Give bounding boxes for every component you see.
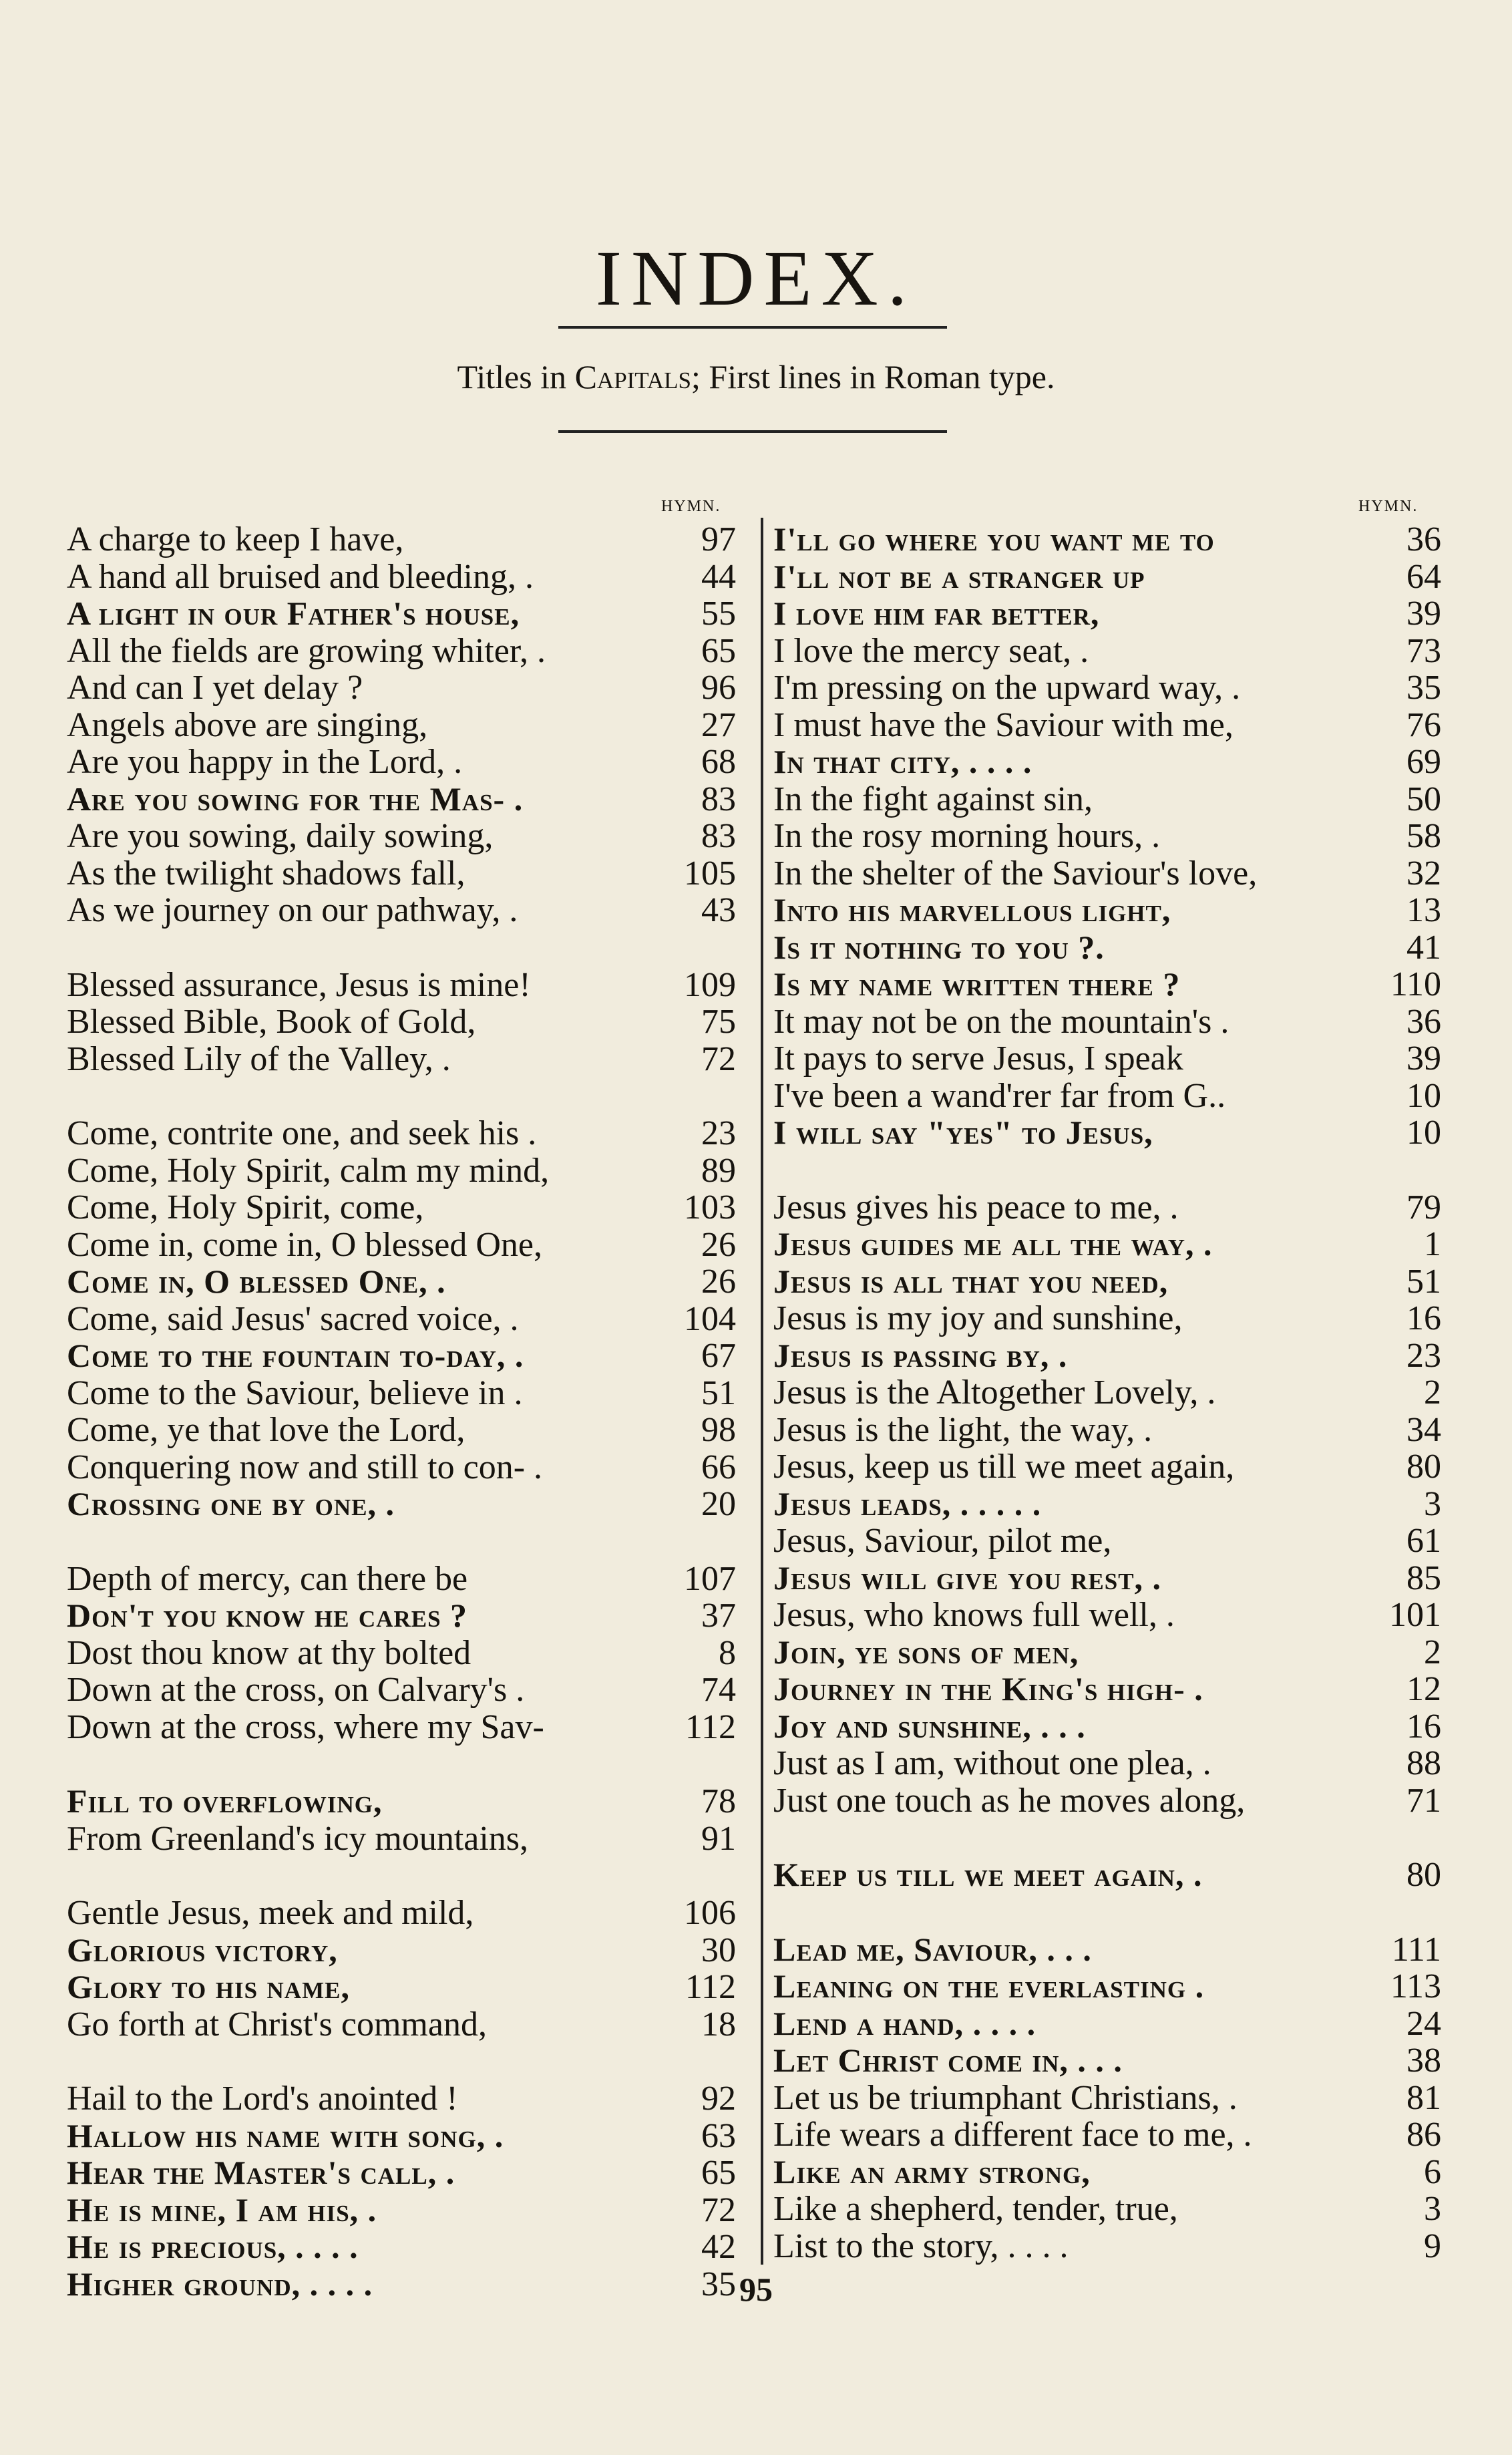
entry-hymn-number: 98 bbox=[701, 1411, 736, 1449]
entry-hymn-number: 79 bbox=[1406, 1188, 1441, 1226]
column-divider bbox=[761, 518, 763, 2265]
entry-hymn-number: 71 bbox=[1406, 1781, 1441, 1820]
index-entry bbox=[773, 1300, 1441, 1337]
entry-title: A hand all bruised and bleeding, . bbox=[67, 558, 534, 595]
entry-title: Come, contrite one, and seek his . bbox=[67, 1115, 537, 1152]
entry-title: I must have the Saviour with me, bbox=[773, 706, 1234, 744]
index-entry bbox=[773, 1263, 1441, 1301]
entry-hymn-number: 101 bbox=[1389, 1596, 1441, 1634]
index-entry bbox=[67, 707, 736, 744]
entry-hymn-number: 83 bbox=[701, 780, 736, 818]
entry-title: Blessed Bible, Book of Gold, bbox=[67, 1003, 476, 1041]
entry-title: In the rosy morning hours, . bbox=[773, 818, 1161, 855]
entry-hymn-number: 6 bbox=[1424, 2152, 1441, 2191]
index-entry bbox=[773, 558, 1441, 596]
entry-title: It may not be on the mountain's . bbox=[773, 1003, 1230, 1040]
entry-hymn-number: 86 bbox=[1406, 2116, 1441, 2154]
entry-title: Jesus guides me all the way, . bbox=[773, 1226, 1213, 1263]
entry-hymn-number: 80 bbox=[1406, 1448, 1441, 1486]
entry-hymn-number: 42 bbox=[701, 2228, 736, 2266]
index-entry bbox=[67, 744, 736, 781]
entry-title: Just one touch as he moves along, bbox=[773, 1782, 1246, 1819]
entry-hymn-number: 13 bbox=[1406, 891, 1441, 929]
index-entry bbox=[773, 744, 1441, 781]
entry-hymn-number: 88 bbox=[1406, 1744, 1441, 1782]
index-entry bbox=[67, 2154, 736, 2192]
entry-title: As we journey on our pathway, . bbox=[67, 892, 518, 929]
entry-hymn-number: 36 bbox=[1406, 520, 1441, 558]
entry-hymn-number: 39 bbox=[1406, 595, 1441, 633]
entry-title: He is precious, . . . . bbox=[67, 2229, 359, 2265]
entry-title: He is mine, I am his, . bbox=[67, 2191, 377, 2229]
right-index-column bbox=[773, 521, 1441, 2265]
index-entry bbox=[67, 1412, 736, 1449]
entry-title: Jesus is passing by, . bbox=[773, 1337, 1068, 1374]
entry-hymn-number: 20 bbox=[701, 1485, 736, 1523]
entry-hymn-number: 9 bbox=[1424, 2227, 1441, 2265]
entry-title: Glory to his name, bbox=[67, 1969, 350, 2005]
index-entry bbox=[773, 1708, 1441, 1746]
index-entry bbox=[773, 1226, 1441, 1263]
entry-title: Just as I am, without one plea, . bbox=[773, 1745, 1211, 1782]
entry-title: Joy and sunshine, . . . bbox=[773, 1707, 1086, 1745]
entry-title: I will say "yes" to Jesus, bbox=[773, 1114, 1153, 1151]
entry-hymn-number: 111 bbox=[1391, 1930, 1441, 1969]
subtitle-text-b: ; First lines in Roman type. bbox=[691, 358, 1055, 395]
entry-title: It pays to serve Jesus, I speak bbox=[773, 1040, 1183, 1078]
entry-hymn-number: 81 bbox=[1406, 2078, 1441, 2117]
entry-hymn-number: 34 bbox=[1406, 1410, 1441, 1449]
entry-hymn-number: 36 bbox=[1406, 1002, 1441, 1041]
entry-hymn-number: 27 bbox=[701, 705, 736, 744]
entry-title: Down at the cross, on Calvary's . bbox=[67, 1671, 525, 1709]
entry-hymn-number: 32 bbox=[1406, 854, 1441, 892]
entry-hymn-number: 63 bbox=[701, 2116, 736, 2155]
entry-hymn-number: 43 bbox=[701, 891, 736, 929]
entry-title: In the shelter of the Saviour's love, bbox=[773, 854, 1258, 892]
entry-title: Angels above are singing, bbox=[67, 706, 428, 744]
entry-title: In that city, . . . . bbox=[773, 744, 1032, 780]
index-entry bbox=[67, 558, 736, 596]
entry-hymn-number: 92 bbox=[701, 2080, 736, 2118]
entry-title: Come in, come in, O blessed One, bbox=[67, 1226, 542, 1263]
entry-title: Journey in the King's high- . bbox=[773, 1671, 1203, 1707]
index-entry bbox=[67, 1895, 736, 1932]
entry-hymn-number: 58 bbox=[1406, 817, 1441, 855]
entry-hymn-number: 66 bbox=[701, 1448, 736, 1486]
entry-title: Don't you know he cares ? bbox=[67, 1597, 468, 1634]
entry-hymn-number: 105 bbox=[684, 854, 736, 892]
entry-hymn-number: 112 bbox=[685, 1968, 736, 2006]
entry-title: Jesus, who knows full well, . bbox=[773, 1597, 1175, 1634]
index-entry bbox=[67, 1486, 736, 1523]
entry-hymn-number: 91 bbox=[701, 1819, 736, 1858]
index-entry bbox=[773, 1114, 1441, 1152]
entry-hymn-number: 104 bbox=[684, 1299, 736, 1338]
entry-title: Jesus gives his peace to me, . bbox=[773, 1188, 1179, 1226]
index-entry bbox=[67, 1783, 736, 1820]
index-entry bbox=[67, 1226, 736, 1264]
subtitle-rule bbox=[558, 430, 947, 433]
index-subtitle bbox=[0, 357, 1512, 396]
index-entry bbox=[67, 892, 736, 929]
index-entry bbox=[773, 1448, 1441, 1486]
index-entry bbox=[773, 595, 1441, 633]
entry-title: Jesus is my joy and sunshine, bbox=[773, 1300, 1183, 1337]
entry-title: Come, ye that love the Lord, bbox=[67, 1412, 465, 1449]
index-entry bbox=[67, 967, 736, 1004]
index-entry bbox=[773, 781, 1441, 818]
index-entry bbox=[773, 1560, 1441, 1597]
entry-title: Like an army strong, bbox=[773, 2153, 1091, 2190]
entry-title: Come to the Saviour, believe in . bbox=[67, 1374, 523, 1412]
index-entry bbox=[773, 2190, 1441, 2228]
entry-hymn-number: 51 bbox=[1406, 1262, 1441, 1301]
entry-title: Fill to overflowing, bbox=[67, 1783, 383, 1820]
index-entry bbox=[773, 1671, 1441, 1708]
index-entry bbox=[67, 2118, 736, 2155]
entry-hymn-number: 10 bbox=[1406, 1114, 1441, 1152]
entry-title: All the fields are growing whiter, . bbox=[67, 632, 546, 669]
entry-title: In the fight against sin, bbox=[773, 780, 1093, 818]
entry-hymn-number: 18 bbox=[701, 2005, 736, 2043]
index-entry bbox=[773, 707, 1441, 744]
entry-hymn-number: 103 bbox=[684, 1188, 736, 1226]
index-entry bbox=[773, 929, 1441, 967]
entry-hymn-number: 50 bbox=[1406, 780, 1441, 818]
entry-hymn-number: 37 bbox=[701, 1597, 736, 1635]
index-entry bbox=[67, 1301, 736, 1338]
index-entry bbox=[773, 2116, 1441, 2154]
entry-title: From Greenland's icy mountains, bbox=[67, 1820, 529, 1857]
entry-hymn-number: 44 bbox=[701, 557, 736, 596]
index-entry bbox=[67, 2080, 736, 2118]
index-entry bbox=[67, 2192, 736, 2229]
entry-title: List to the story, . . . . bbox=[773, 2227, 1069, 2265]
index-entry bbox=[67, 633, 736, 670]
entry-hymn-number: 73 bbox=[1406, 631, 1441, 670]
index-entry bbox=[773, 633, 1441, 670]
index-entry bbox=[773, 1337, 1441, 1375]
index-entry bbox=[67, 1189, 736, 1226]
subtitle-text-a: Titles in bbox=[457, 358, 575, 395]
entry-hymn-number: 23 bbox=[1406, 1336, 1441, 1375]
index-entry bbox=[773, 1931, 1441, 1969]
entry-hymn-number: 110 bbox=[1390, 965, 1441, 1003]
entry-title: As the twilight shadows fall, bbox=[67, 854, 465, 892]
index-entry bbox=[773, 2005, 1441, 2043]
index-entry bbox=[773, 1745, 1441, 1782]
entry-hymn-number: 16 bbox=[1406, 1299, 1441, 1337]
index-entry bbox=[773, 2228, 1441, 2265]
entry-hymn-number: 113 bbox=[1390, 1967, 1441, 2005]
entry-title: Higher ground, . . . . bbox=[67, 2265, 373, 2303]
index-entry bbox=[67, 1635, 736, 1672]
index-entry bbox=[67, 1337, 736, 1375]
page-title: INDEX. bbox=[595, 234, 917, 323]
entry-hymn-number: 3 bbox=[1424, 1484, 1441, 1523]
entry-hymn-number: 26 bbox=[701, 1225, 736, 1264]
entry-title: Come to the fountain to-day, . bbox=[67, 1337, 524, 1374]
entry-hymn-number: 3 bbox=[1424, 2190, 1441, 2228]
index-entry bbox=[773, 2154, 1441, 2191]
entry-hymn-number: 39 bbox=[1406, 1039, 1441, 1078]
entry-title: Lead me, Saviour, . . . bbox=[773, 1931, 1092, 1968]
index-entry bbox=[773, 1003, 1441, 1041]
entry-hymn-number: 112 bbox=[685, 1707, 736, 1746]
entry-title: Are you happy in the Lord, . bbox=[67, 744, 463, 781]
entry-title: I'm pressing on the upward way, . bbox=[773, 669, 1241, 707]
index-entry bbox=[773, 521, 1441, 558]
entry-title: Go forth at Christ's command, bbox=[67, 2005, 487, 2043]
index-entry bbox=[773, 1486, 1441, 1523]
entry-hymn-number: 38 bbox=[1406, 2041, 1441, 2080]
index-entry bbox=[773, 1597, 1441, 1634]
entry-title: Jesus is the light, the way, . bbox=[773, 1411, 1153, 1448]
entry-title: I'll go where you want me to bbox=[773, 521, 1215, 558]
entry-title: Join, ye sons of men, bbox=[773, 1633, 1079, 1671]
entry-title: I've been a wand'rer far from G.. bbox=[773, 1077, 1226, 1114]
entry-title: Are you sowing, daily sowing, bbox=[67, 818, 494, 855]
index-entry bbox=[773, 2042, 1441, 2080]
entry-title: Is it nothing to you ?. bbox=[773, 929, 1105, 966]
index-entry bbox=[773, 1412, 1441, 1449]
entry-hymn-number: 8 bbox=[719, 1633, 736, 1672]
entry-title: I love him far better, bbox=[773, 595, 1100, 632]
index-entry bbox=[773, 1782, 1441, 1820]
entry-title: Hear the Master's call, . bbox=[67, 2154, 455, 2191]
entry-title: Lend a hand, . . . . bbox=[773, 2005, 1036, 2042]
index-entry bbox=[67, 2006, 736, 2043]
entry-hymn-number: 106 bbox=[684, 1894, 736, 1932]
entry-hymn-number: 78 bbox=[701, 1782, 736, 1820]
index-entry bbox=[67, 1449, 736, 1486]
entry-hymn-number: 68 bbox=[701, 743, 736, 781]
index-entry bbox=[67, 595, 736, 633]
entry-hymn-number: 61 bbox=[1406, 1522, 1441, 1560]
index-entry bbox=[67, 1152, 736, 1190]
index-entry bbox=[773, 1189, 1441, 1226]
entry-hymn-number: 1 bbox=[1424, 1225, 1441, 1263]
entry-title: Jesus, Saviour, pilot me, bbox=[773, 1522, 1112, 1560]
entry-title: Jesus is the Altogether Lovely, . bbox=[773, 1374, 1216, 1412]
entry-hymn-number: 23 bbox=[701, 1114, 736, 1152]
entry-title: Come in, O blessed One, . bbox=[67, 1263, 446, 1300]
index-entry bbox=[67, 669, 736, 707]
entry-hymn-number: 10 bbox=[1406, 1076, 1441, 1115]
index-entry bbox=[67, 1003, 736, 1041]
index-entry bbox=[773, 1522, 1441, 1560]
entry-title: Keep us till we meet again, . bbox=[773, 1856, 1203, 1893]
entry-hymn-number: 74 bbox=[701, 1671, 736, 1709]
entry-title: Glorious victory, bbox=[67, 1931, 338, 1969]
entry-title: Life wears a different face to me, . bbox=[773, 2116, 1252, 2154]
entry-title: A charge to keep I have, bbox=[67, 521, 404, 558]
entry-title: Blessed Lily of the Valley, . bbox=[67, 1040, 451, 1078]
index-entry bbox=[67, 1969, 736, 2006]
entry-hymn-number: 2 bbox=[1424, 1373, 1441, 1412]
entry-title: I love the mercy seat, . bbox=[773, 632, 1089, 669]
index-entry bbox=[67, 521, 736, 558]
index-entry bbox=[67, 1671, 736, 1709]
index-entry bbox=[773, 1078, 1441, 1115]
entry-hymn-number: 16 bbox=[1406, 1707, 1441, 1746]
index-entry bbox=[67, 1820, 736, 1858]
entry-hymn-number: 96 bbox=[701, 669, 736, 707]
entry-hymn-number: 35 bbox=[701, 2265, 736, 2303]
title-rule bbox=[558, 326, 947, 329]
entry-hymn-number: 109 bbox=[684, 965, 736, 1004]
entry-title: Dost thou know at thy bolted bbox=[67, 1634, 471, 1671]
index-entry bbox=[773, 818, 1441, 855]
entry-title: Are you sowing for the Mas- . bbox=[67, 780, 524, 818]
entry-hymn-number: 24 bbox=[1406, 2004, 1441, 2043]
entry-hymn-number: 65 bbox=[701, 2154, 736, 2192]
entry-hymn-number: 67 bbox=[701, 1337, 736, 1375]
entry-hymn-number: 2 bbox=[1424, 1633, 1441, 1671]
index-entry bbox=[773, 966, 1441, 1003]
entry-title: Gentle Jesus, meek and mild, bbox=[67, 1895, 474, 1932]
entry-title: Come, Holy Spirit, come, bbox=[67, 1189, 424, 1226]
entry-hymn-number: 26 bbox=[701, 1263, 736, 1301]
entry-hymn-number: 75 bbox=[701, 1003, 736, 1041]
index-entry bbox=[773, 1856, 1441, 1894]
index-entry bbox=[67, 2229, 736, 2266]
entry-title: Let us be triumphant Christians, . bbox=[773, 2079, 1238, 2116]
left-hymn-header: HYMN. bbox=[661, 498, 721, 515]
entry-title: Hallow his name with song, . bbox=[67, 2117, 504, 2154]
entry-hymn-number: 97 bbox=[701, 520, 736, 558]
entry-title: Come, said Jesus' sacred voice, . bbox=[67, 1300, 519, 1337]
entry-title: A light in our Father's house, bbox=[67, 595, 520, 632]
entry-title: Down at the cross, where my Sav- bbox=[67, 1708, 544, 1746]
entry-hymn-number: 65 bbox=[701, 631, 736, 670]
entry-title: Like a shepherd, tender, true, bbox=[773, 2190, 1178, 2228]
entry-title: Into his marvellous light, bbox=[773, 892, 1171, 929]
page-number: 95 bbox=[739, 2271, 773, 2308]
index-entry bbox=[67, 1041, 736, 1078]
index-entry bbox=[773, 1374, 1441, 1412]
entry-title: Conquering now and still to con- . bbox=[67, 1448, 543, 1486]
entry-hymn-number: 64 bbox=[1406, 557, 1441, 596]
entry-title: Is my name written there ? bbox=[773, 966, 1181, 1003]
entry-hymn-number: 51 bbox=[701, 1373, 736, 1412]
entry-hymn-number: 69 bbox=[1406, 743, 1441, 781]
entry-title: Jesus is all that you need, bbox=[773, 1263, 1169, 1300]
left-index-column bbox=[67, 521, 736, 2303]
entry-hymn-number: 72 bbox=[701, 1039, 736, 1078]
entry-hymn-number: 30 bbox=[701, 1931, 736, 1969]
entry-hymn-number: 89 bbox=[701, 1151, 736, 1190]
index-entry bbox=[67, 1709, 736, 1746]
entry-title: I'll not be a stranger up bbox=[773, 558, 1145, 595]
entry-title: Depth of mercy, can there be bbox=[67, 1560, 468, 1597]
entry-hymn-number: 12 bbox=[1406, 1670, 1441, 1708]
index-entry bbox=[67, 1115, 736, 1152]
entry-title: Let Christ come in, . . . bbox=[773, 2042, 1123, 2079]
entry-title: Blessed assurance, Jesus is mine! bbox=[67, 966, 531, 1003]
entry-title: Leaning on the everlasting . bbox=[773, 1968, 1205, 2005]
entry-hymn-number: 72 bbox=[701, 2190, 736, 2229]
index-entry bbox=[773, 855, 1441, 892]
index-entry bbox=[67, 1375, 736, 1412]
entry-hymn-number: 107 bbox=[684, 1559, 736, 1598]
index-entry bbox=[67, 1597, 736, 1635]
index-entry bbox=[773, 2080, 1441, 2117]
entry-hymn-number: 55 bbox=[701, 595, 736, 633]
entry-hymn-number: 80 bbox=[1406, 1856, 1441, 1894]
index-entry bbox=[773, 892, 1441, 929]
index-entry bbox=[67, 818, 736, 855]
entry-title: Jesus will give you rest, . bbox=[773, 1559, 1162, 1597]
entry-title: And can I yet delay ? bbox=[67, 669, 363, 707]
entry-hymn-number: 41 bbox=[1406, 928, 1441, 967]
subtitle-caps-word: Capitals bbox=[574, 358, 692, 395]
entry-hymn-number: 76 bbox=[1406, 705, 1441, 744]
entry-title: Crossing one by one, . bbox=[67, 1486, 395, 1522]
entry-title: Hail to the Lord's anointed ! bbox=[67, 2080, 458, 2118]
index-entry bbox=[67, 855, 736, 892]
entry-hymn-number: 83 bbox=[701, 817, 736, 855]
index-entry bbox=[67, 1561, 736, 1598]
index-entry bbox=[773, 1040, 1441, 1078]
index-entry bbox=[67, 1932, 736, 1969]
index-entry bbox=[67, 781, 736, 818]
index-entry bbox=[773, 669, 1441, 707]
index-entry bbox=[67, 1263, 736, 1301]
right-hymn-header: HYMN. bbox=[1358, 498, 1419, 515]
entry-hymn-number: 85 bbox=[1406, 1559, 1441, 1597]
entry-title: Come, Holy Spirit, calm my mind, bbox=[67, 1152, 550, 1189]
entry-title: Jesus leads, . . . . . bbox=[773, 1485, 1042, 1522]
index-entry bbox=[773, 1968, 1441, 2005]
entry-title: Jesus, keep us till we meet again, bbox=[773, 1448, 1235, 1486]
entry-hymn-number: 35 bbox=[1406, 669, 1441, 707]
index-entry bbox=[773, 1634, 1441, 1671]
